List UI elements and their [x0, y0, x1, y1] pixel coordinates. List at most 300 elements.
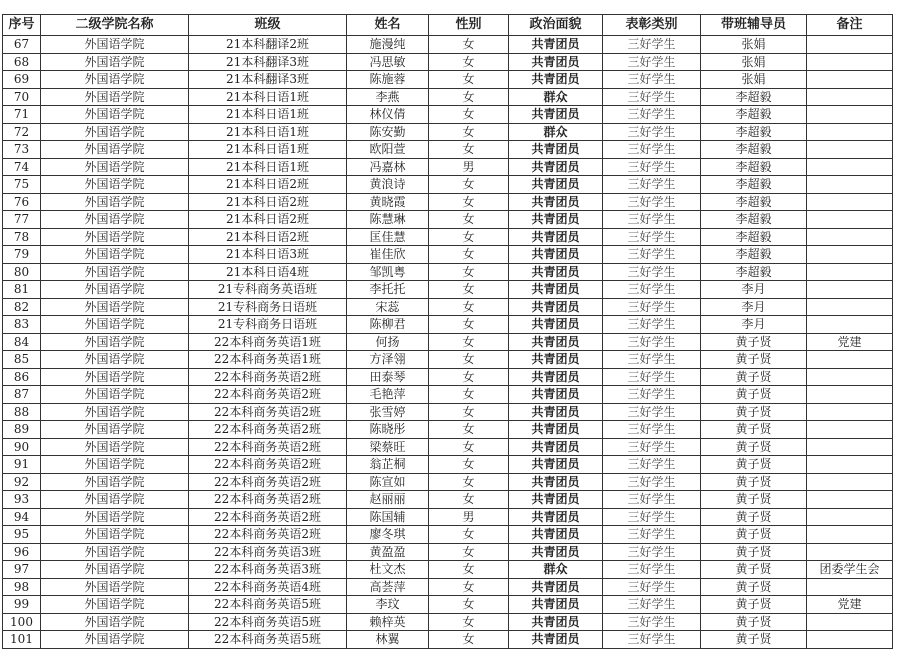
- cell-college: 外国语学院: [41, 403, 189, 421]
- cell-political-status: 共青团员: [509, 526, 603, 544]
- cell-name: 宋蕊: [347, 298, 429, 316]
- cell-remarks: [807, 421, 893, 439]
- cell-class: 22本科商务英语2班: [189, 421, 347, 439]
- cell-remarks: [807, 491, 893, 509]
- cell-class: 22本科商务英语1班: [189, 351, 347, 369]
- cell-index: 95: [3, 526, 41, 544]
- cell-gender: 男: [429, 508, 509, 526]
- cell-award-type: 三好学生: [603, 71, 701, 89]
- cell-class: 22本科商务英语2班: [189, 491, 347, 509]
- table-row: [3, 176, 893, 194]
- table-row: [3, 141, 893, 159]
- cell-index: 92: [3, 473, 41, 491]
- cell-index: 81: [3, 281, 41, 299]
- table-row: [3, 281, 893, 299]
- cell-award-type: 三好学生: [603, 298, 701, 316]
- cell-college: 外国语学院: [41, 368, 189, 386]
- cell-counselor: 李超毅: [701, 141, 807, 159]
- cell-award-type: 三好学生: [603, 613, 701, 631]
- table-row: [3, 438, 893, 456]
- cell-gender: 女: [429, 88, 509, 106]
- cell-class: 22本科商务英语1班: [189, 333, 347, 351]
- cell-award-type: 三好学生: [603, 526, 701, 544]
- cell-award-type: 三好学生: [603, 351, 701, 369]
- cell-name: 冯思敏: [347, 53, 429, 71]
- cell-gender: 女: [429, 176, 509, 194]
- cell-gender: 女: [429, 631, 509, 649]
- cell-college: 外国语学院: [41, 263, 189, 281]
- table-row: [3, 386, 893, 404]
- cell-political-status: 共青团员: [509, 228, 603, 246]
- cell-index: 93: [3, 491, 41, 509]
- header-remarks: 备注: [807, 15, 893, 36]
- cell-name: 梁蔡旺: [347, 438, 429, 456]
- cell-name: 陈晓彤: [347, 421, 429, 439]
- cell-name: 何扬: [347, 333, 429, 351]
- cell-college: 外国语学院: [41, 456, 189, 474]
- cell-index: 82: [3, 298, 41, 316]
- cell-gender: 女: [429, 403, 509, 421]
- table-row: [3, 561, 893, 579]
- header-award-type: 表彰类别: [603, 15, 701, 36]
- cell-name: 赵丽丽: [347, 491, 429, 509]
- table-row: [3, 211, 893, 229]
- header-row: [3, 15, 893, 36]
- cell-gender: 女: [429, 386, 509, 404]
- cell-college: 外国语学院: [41, 438, 189, 456]
- cell-remarks: [807, 526, 893, 544]
- cell-political-status: 共青团员: [509, 141, 603, 159]
- cell-counselor: 李超毅: [701, 211, 807, 229]
- cell-class: 21本科日语1班: [189, 123, 347, 141]
- table-row: [3, 596, 893, 614]
- cell-political-status: 共青团员: [509, 298, 603, 316]
- table-row: [3, 543, 893, 561]
- cell-remarks: [807, 473, 893, 491]
- cell-gender: 女: [429, 596, 509, 614]
- cell-remarks: [807, 176, 893, 194]
- cell-name: 田泰琴: [347, 368, 429, 386]
- cell-gender: 女: [429, 123, 509, 141]
- cell-name: 方泽翎: [347, 351, 429, 369]
- cell-class: 21专科商务日语班: [189, 316, 347, 334]
- cell-counselor: 李超毅: [701, 263, 807, 281]
- cell-award-type: 三好学生: [603, 141, 701, 159]
- cell-remarks: [807, 508, 893, 526]
- cell-name: 黄浪诗: [347, 176, 429, 194]
- cell-index: 101: [3, 631, 41, 649]
- cell-college: 外国语学院: [41, 421, 189, 439]
- table-row: [3, 71, 893, 89]
- cell-gender: 女: [429, 351, 509, 369]
- cell-college: 外国语学院: [41, 176, 189, 194]
- cell-index: 70: [3, 88, 41, 106]
- cell-award-type: 三好学生: [603, 491, 701, 509]
- cell-name: 陈慧琳: [347, 211, 429, 229]
- cell-political-status: 共青团员: [509, 333, 603, 351]
- cell-class: 22本科商务英语5班: [189, 631, 347, 649]
- cell-remarks: [807, 36, 893, 54]
- cell-college: 外国语学院: [41, 228, 189, 246]
- cell-name: 翁芷桐: [347, 456, 429, 474]
- cell-name: 毛艳萍: [347, 386, 429, 404]
- cell-counselor: 黄子贤: [701, 456, 807, 474]
- cell-award-type: 三好学生: [603, 53, 701, 71]
- cell-college: 外国语学院: [41, 351, 189, 369]
- cell-counselor: 张娟: [701, 53, 807, 71]
- cell-college: 外国语学院: [41, 158, 189, 176]
- cell-name: 欧阳萱: [347, 141, 429, 159]
- cell-political-status: 共青团员: [509, 543, 603, 561]
- table-row: [3, 333, 893, 351]
- cell-remarks: [807, 316, 893, 334]
- cell-political-status: 共青团员: [509, 473, 603, 491]
- cell-gender: 女: [429, 316, 509, 334]
- cell-political-status: 共青团员: [509, 193, 603, 211]
- cell-index: 84: [3, 333, 41, 351]
- cell-index: 96: [3, 543, 41, 561]
- cell-college: 外国语学院: [41, 123, 189, 141]
- cell-gender: 女: [429, 561, 509, 579]
- cell-class: 21本科日语4班: [189, 263, 347, 281]
- cell-remarks: [807, 543, 893, 561]
- cell-class: 22本科商务英语5班: [189, 613, 347, 631]
- cell-award-type: 三好学生: [603, 473, 701, 491]
- cell-political-status: 共青团员: [509, 246, 603, 264]
- cell-index: 98: [3, 578, 41, 596]
- cell-counselor: 黄子贤: [701, 596, 807, 614]
- table-row: [3, 263, 893, 281]
- cell-index: 77: [3, 211, 41, 229]
- cell-name: 李燕: [347, 88, 429, 106]
- cell-award-type: 三好学生: [603, 578, 701, 596]
- cell-college: 外国语学院: [41, 106, 189, 124]
- cell-award-type: 三好学生: [603, 631, 701, 649]
- cell-gender: 女: [429, 526, 509, 544]
- cell-political-status: 共青团员: [509, 368, 603, 386]
- table-row: [3, 298, 893, 316]
- cell-index: 73: [3, 141, 41, 159]
- cell-class: 21本科翻译3班: [189, 53, 347, 71]
- cell-award-type: 三好学生: [603, 281, 701, 299]
- cell-name: 廖冬琪: [347, 526, 429, 544]
- cell-political-status: 共青团员: [509, 456, 603, 474]
- cell-remarks: [807, 71, 893, 89]
- cell-gender: 女: [429, 106, 509, 124]
- table-row: [3, 88, 893, 106]
- cell-counselor: 黄子贤: [701, 421, 807, 439]
- cell-class: 21专科商务英语班: [189, 281, 347, 299]
- cell-remarks: [807, 228, 893, 246]
- cell-counselor: 李超毅: [701, 106, 807, 124]
- cell-index: 72: [3, 123, 41, 141]
- table-row: [3, 526, 893, 544]
- cell-award-type: 三好学生: [603, 543, 701, 561]
- table-row: [3, 36, 893, 54]
- header-counselor: 带班辅导员: [701, 15, 807, 36]
- table-row: [3, 421, 893, 439]
- cell-college: 外国语学院: [41, 211, 189, 229]
- cell-counselor: 李月: [701, 298, 807, 316]
- table-row: [3, 193, 893, 211]
- cell-counselor: 黄子贤: [701, 561, 807, 579]
- table-row: [3, 631, 893, 649]
- cell-class: 21本科翻译2班: [189, 36, 347, 54]
- cell-college: 外国语学院: [41, 578, 189, 596]
- cell-index: 85: [3, 351, 41, 369]
- cell-remarks: [807, 88, 893, 106]
- cell-counselor: 黄子贤: [701, 351, 807, 369]
- cell-award-type: 三好学生: [603, 228, 701, 246]
- cell-index: 71: [3, 106, 41, 124]
- cell-award-type: 三好学生: [603, 123, 701, 141]
- cell-college: 外国语学院: [41, 561, 189, 579]
- header-class: 班级: [189, 15, 347, 36]
- cell-award-type: 三好学生: [603, 561, 701, 579]
- cell-counselor: 李超毅: [701, 176, 807, 194]
- cell-gender: 女: [429, 141, 509, 159]
- cell-college: 外国语学院: [41, 281, 189, 299]
- header-index: 序号: [3, 15, 41, 36]
- table-row: [3, 508, 893, 526]
- cell-political-status: 共青团员: [509, 211, 603, 229]
- cell-award-type: 三好学生: [603, 386, 701, 404]
- cell-index: 74: [3, 158, 41, 176]
- cell-political-status: 共青团员: [509, 386, 603, 404]
- cell-remarks: 党建: [807, 596, 893, 614]
- cell-award-type: 三好学生: [603, 316, 701, 334]
- cell-award-type: 三好学生: [603, 508, 701, 526]
- cell-counselor: 李超毅: [701, 88, 807, 106]
- cell-counselor: 张娟: [701, 71, 807, 89]
- cell-name: 林翼: [347, 631, 429, 649]
- cell-political-status: 共青团员: [509, 106, 603, 124]
- cell-college: 外国语学院: [41, 316, 189, 334]
- cell-name: 张雪婷: [347, 403, 429, 421]
- cell-award-type: 三好学生: [603, 368, 701, 386]
- cell-name: 施漫纯: [347, 36, 429, 54]
- cell-counselor: 李月: [701, 316, 807, 334]
- cell-class: 22本科商务英语4班: [189, 578, 347, 596]
- cell-gender: 女: [429, 71, 509, 89]
- table-row: [3, 246, 893, 264]
- cell-class: 21本科日语1班: [189, 158, 347, 176]
- cell-counselor: 黄子贤: [701, 333, 807, 351]
- cell-political-status: 共青团员: [509, 403, 603, 421]
- cell-political-status: 群众: [509, 88, 603, 106]
- cell-political-status: 共青团员: [509, 53, 603, 71]
- cell-political-status: 共青团员: [509, 491, 603, 509]
- cell-college: 外国语学院: [41, 543, 189, 561]
- cell-award-type: 三好学生: [603, 211, 701, 229]
- cell-gender: 女: [429, 333, 509, 351]
- cell-class: 21本科日语2班: [189, 176, 347, 194]
- table-row: [3, 473, 893, 491]
- table-row: [3, 316, 893, 334]
- cell-class: 21专科商务日语班: [189, 298, 347, 316]
- cell-gender: 女: [429, 438, 509, 456]
- table-row: [3, 368, 893, 386]
- table-body: [3, 36, 893, 649]
- cell-class: 21本科日语1班: [189, 106, 347, 124]
- cell-remarks: [807, 106, 893, 124]
- cell-gender: 女: [429, 281, 509, 299]
- cell-gender: 女: [429, 53, 509, 71]
- cell-name: 陈国辅: [347, 508, 429, 526]
- cell-counselor: 李月: [701, 281, 807, 299]
- table-row: [3, 456, 893, 474]
- cell-counselor: 黄子贤: [701, 508, 807, 526]
- cell-counselor: 黄子贤: [701, 543, 807, 561]
- cell-index: 97: [3, 561, 41, 579]
- table-row: [3, 578, 893, 596]
- cell-political-status: 群众: [509, 123, 603, 141]
- cell-index: 67: [3, 36, 41, 54]
- cell-college: 外国语学院: [41, 71, 189, 89]
- cell-award-type: 三好学生: [603, 176, 701, 194]
- cell-college: 外国语学院: [41, 386, 189, 404]
- table-row: [3, 228, 893, 246]
- cell-class: 21本科日语1班: [189, 88, 347, 106]
- cell-class: 21本科日语2班: [189, 193, 347, 211]
- cell-political-status: 共青团员: [509, 316, 603, 334]
- cell-index: 68: [3, 53, 41, 71]
- cell-index: 90: [3, 438, 41, 456]
- cell-gender: 女: [429, 263, 509, 281]
- header-gender: 性别: [429, 15, 509, 36]
- cell-class: 22本科商务英语2班: [189, 526, 347, 544]
- cell-index: 78: [3, 228, 41, 246]
- cell-award-type: 三好学生: [603, 36, 701, 54]
- cell-class: 22本科商务英语2班: [189, 473, 347, 491]
- cell-name: 高荟萍: [347, 578, 429, 596]
- cell-award-type: 三好学生: [603, 596, 701, 614]
- cell-counselor: 李超毅: [701, 158, 807, 176]
- header-political-status: 政治面貌: [509, 15, 603, 36]
- cell-class: 22本科商务英语2班: [189, 508, 347, 526]
- student-award-table: [2, 14, 893, 649]
- cell-index: 99: [3, 596, 41, 614]
- cell-college: 外国语学院: [41, 491, 189, 509]
- cell-political-status: 群众: [509, 561, 603, 579]
- cell-remarks: [807, 193, 893, 211]
- cell-counselor: 黄子贤: [701, 438, 807, 456]
- cell-name: 黄盈盈: [347, 543, 429, 561]
- cell-index: 69: [3, 71, 41, 89]
- cell-college: 外国语学院: [41, 526, 189, 544]
- cell-political-status: 共青团员: [509, 351, 603, 369]
- cell-political-status: 共青团员: [509, 578, 603, 596]
- cell-gender: 女: [429, 613, 509, 631]
- cell-remarks: [807, 578, 893, 596]
- cell-college: 外国语学院: [41, 88, 189, 106]
- cell-remarks: [807, 298, 893, 316]
- cell-class: 22本科商务英语2班: [189, 456, 347, 474]
- cell-class: 21本科翻译3班: [189, 71, 347, 89]
- cell-remarks: [807, 351, 893, 369]
- cell-name: 陈柳君: [347, 316, 429, 334]
- cell-name: 李玟: [347, 596, 429, 614]
- cell-award-type: 三好学生: [603, 421, 701, 439]
- cell-political-status: 共青团员: [509, 71, 603, 89]
- cell-gender: 女: [429, 228, 509, 246]
- cell-index: 87: [3, 386, 41, 404]
- cell-college: 外国语学院: [41, 596, 189, 614]
- cell-name: 黄晓霞: [347, 193, 429, 211]
- cell-counselor: 黄子贤: [701, 403, 807, 421]
- cell-name: 邹凯粤: [347, 263, 429, 281]
- cell-political-status: 共青团员: [509, 508, 603, 526]
- cell-gender: 女: [429, 421, 509, 439]
- cell-political-status: 共青团员: [509, 596, 603, 614]
- cell-index: 91: [3, 456, 41, 474]
- cell-remarks: [807, 368, 893, 386]
- cell-counselor: 李超毅: [701, 123, 807, 141]
- cell-index: 80: [3, 263, 41, 281]
- cell-class: 22本科商务英语2班: [189, 438, 347, 456]
- cell-political-status: 共青团员: [509, 421, 603, 439]
- cell-index: 75: [3, 176, 41, 194]
- cell-political-status: 共青团员: [509, 438, 603, 456]
- cell-counselor: 黄子贤: [701, 578, 807, 596]
- cell-college: 外国语学院: [41, 631, 189, 649]
- cell-class: 21本科日语2班: [189, 228, 347, 246]
- cell-counselor: 李超毅: [701, 193, 807, 211]
- cell-remarks: [807, 613, 893, 631]
- cell-gender: 女: [429, 193, 509, 211]
- cell-political-status: 共青团员: [509, 613, 603, 631]
- cell-class: 22本科商务英语2班: [189, 368, 347, 386]
- cell-political-status: 共青团员: [509, 631, 603, 649]
- cell-class: 22本科商务英语5班: [189, 596, 347, 614]
- cell-class: 22本科商务英语3班: [189, 561, 347, 579]
- table-row: [3, 53, 893, 71]
- cell-award-type: 三好学生: [603, 193, 701, 211]
- table-row: [3, 403, 893, 421]
- cell-college: 外国语学院: [41, 473, 189, 491]
- cell-name: 陈施蓉: [347, 71, 429, 89]
- cell-index: 94: [3, 508, 41, 526]
- cell-college: 外国语学院: [41, 613, 189, 631]
- cell-index: 86: [3, 368, 41, 386]
- cell-gender: 女: [429, 543, 509, 561]
- cell-name: 崔佳欣: [347, 246, 429, 264]
- cell-college: 外国语学院: [41, 53, 189, 71]
- cell-counselor: 黄子贤: [701, 491, 807, 509]
- cell-index: 100: [3, 613, 41, 631]
- cell-index: 76: [3, 193, 41, 211]
- cell-remarks: [807, 158, 893, 176]
- cell-counselor: 黄子贤: [701, 473, 807, 491]
- cell-gender: 男: [429, 158, 509, 176]
- cell-name: 匡佳慧: [347, 228, 429, 246]
- table-row: [3, 613, 893, 631]
- cell-name: 陈宣如: [347, 473, 429, 491]
- cell-name: 李托托: [347, 281, 429, 299]
- cell-gender: 女: [429, 491, 509, 509]
- cell-index: 88: [3, 403, 41, 421]
- cell-counselor: 黄子贤: [701, 631, 807, 649]
- cell-index: 83: [3, 316, 41, 334]
- cell-award-type: 三好学生: [603, 88, 701, 106]
- header-college: 二级学院名称: [41, 15, 189, 36]
- table-row: [3, 106, 893, 124]
- cell-college: 外国语学院: [41, 193, 189, 211]
- cell-gender: 女: [429, 246, 509, 264]
- cell-award-type: 三好学生: [603, 403, 701, 421]
- cell-name: 冯嘉林: [347, 158, 429, 176]
- cell-political-status: 共青团员: [509, 176, 603, 194]
